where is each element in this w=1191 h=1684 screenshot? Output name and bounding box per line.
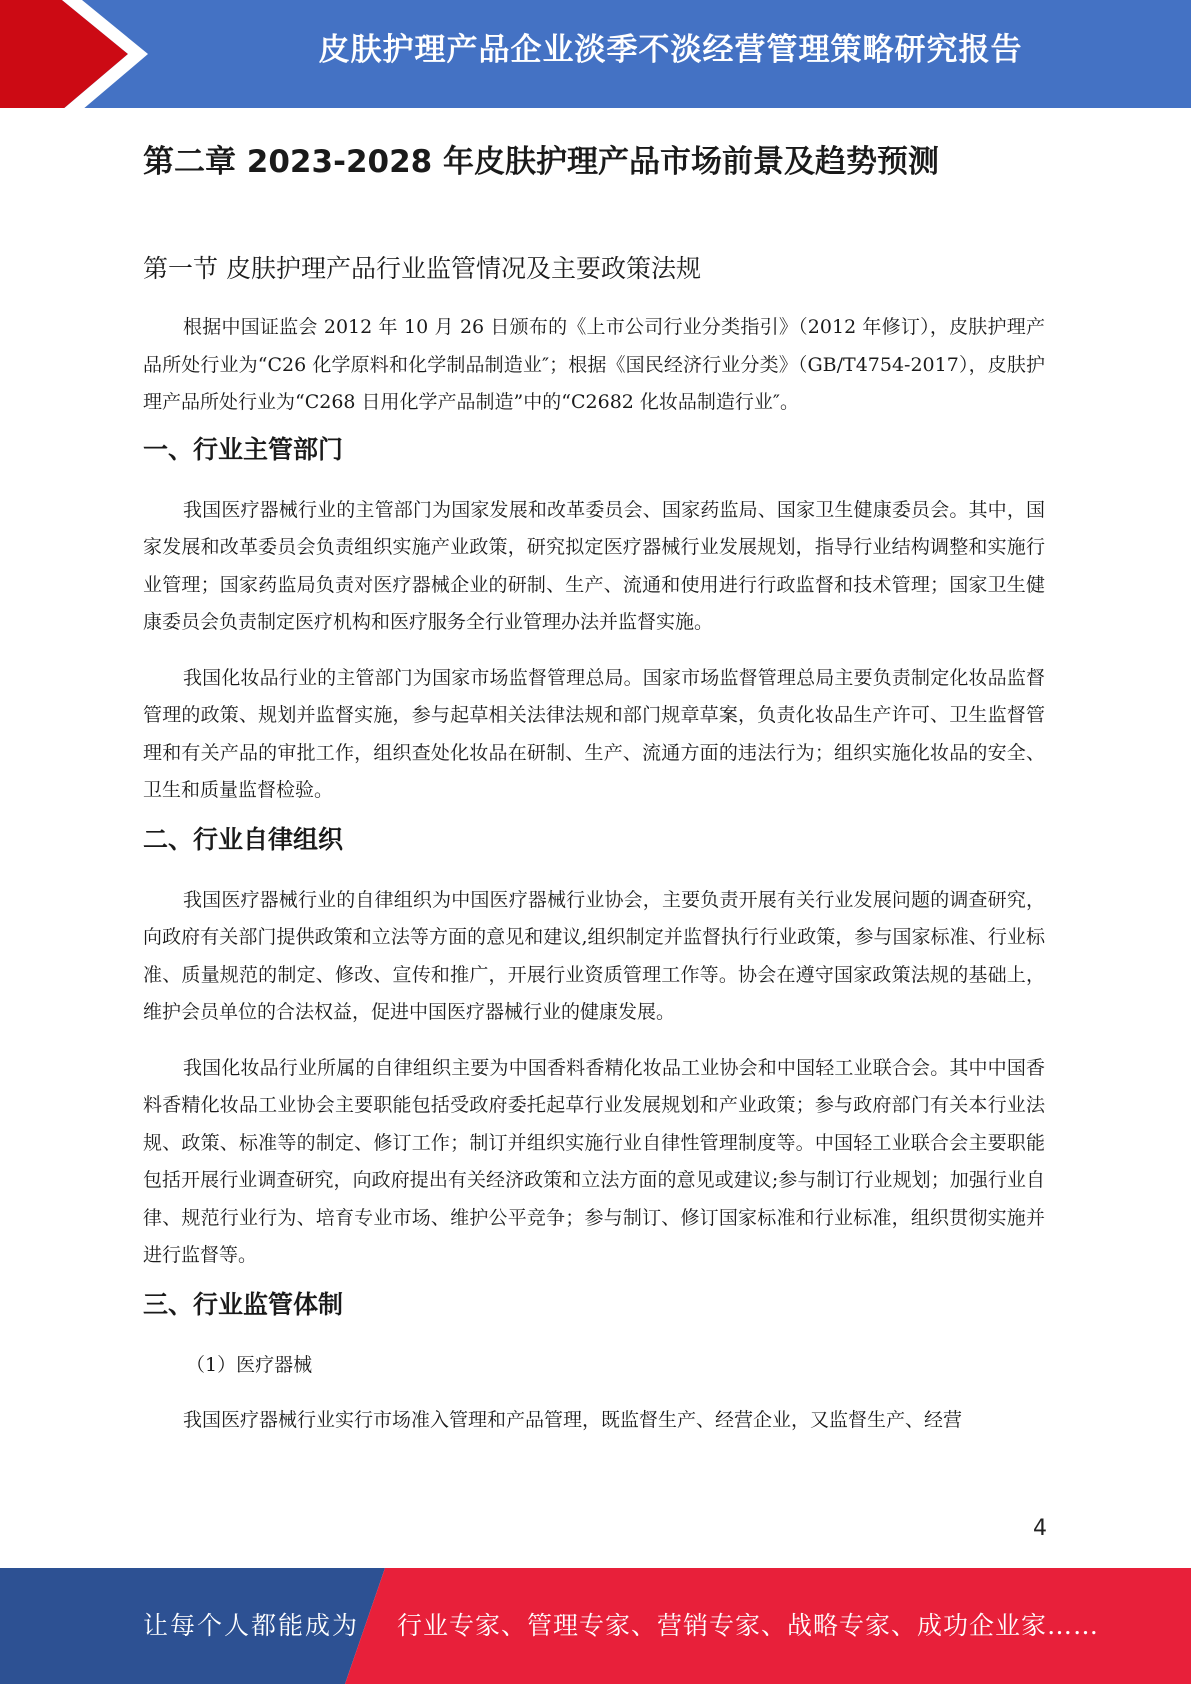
list-item-medical-devices: （1）医疗器械 bbox=[186, 1353, 313, 1376]
footer-slogan-left: 让每个人都能成为 bbox=[143, 1611, 360, 1640]
page-number: 4 bbox=[1033, 1516, 1047, 1541]
paragraph-medical-supervision: 我国医疗器械行业实行市场准入管理和产品管理，既监督生产、经营企业，又监督生产、经营 bbox=[183, 1409, 963, 1431]
chapter-title: 第二章 2023-2028 年皮肤护理产品市场前景及趋势预测 bbox=[143, 144, 940, 180]
section-title: 第一节 皮肤护理产品行业监管情况及主要政策法规 bbox=[143, 254, 701, 283]
subsection-title-3: 三、行业监管体制 bbox=[143, 1289, 344, 1319]
page-footer bbox=[0, 1568, 1191, 1684]
paragraph-medical-regulators: 我国医疗器械行业的主管部门为国家发展和改革委员会、国家药监局、国家卫生健康委员会。其中，国家发展和改革委员会负责组织实施产业政策，研究拟定医疗器械行业发展规划，指导行业结构调整和实施行业管理；国家药监局负责对医疗器械企业的研制、生产、流通和使用进行行政监督和技术管理；国家卫生健康委员会负责制定医疗机构和医疗服务全行业管理办法并监督实施。 bbox=[143, 498, 1045, 633]
paragraph-cosmetics-regulators: 我国化妆品行业的主管部门为国家市场监督管理总局。国家市场监督管理总局主要负责制定化妆品监督管理的政策、规划并监督实施，参与起草相关法律法规和部门规章草案，负责化妆品生产许可、卫生监督管理和有关产品的审批工作，组织查处化妆品在研制、生产、流通方面的违法行为；组织实施化妆品的安全、卫生和质量监督检验。 bbox=[143, 666, 1045, 801]
page-content bbox=[143, 135, 1045, 1440]
paragraph-medical-association: 我国医疗器械行业的自律组织为中国医疗器械行业协会，主要负责开展有关行业发展问题的调查研究，向政府有关部门提供政策和立法等方面的意见和建议,组织制定并监督执行行业政策，参与国家标准、行业标准、质量规范的制定、修改、宣传和推广，开展行业资质管理工作等。协会在遵守国家政策法规的基础上，维护会员单位的合法权益，促进中国医疗器械行业的健康发展。 bbox=[143, 888, 1045, 1023]
footer-slogan-right: 行业专家、管理专家、营销专家、战略专家、成功企业家…… bbox=[397, 1611, 1100, 1640]
page-header bbox=[0, 0, 1191, 110]
intro-paragraph: 根据中国证监会 2012 年 10 月 26 日颁布的《上市公司行业分类指引》（2012 年修订），皮肤护理产品所处行业为“C26 化学原料和化学制品制造业″；根据《国民经济行业分类》（GB/T4754-2017），皮肤护理产品所处行业为“C268 日用化学产品制造”中的“C2682 化妆品制造行业″。 bbox=[143, 316, 1045, 413]
header-title: 皮肤护理产品企业淡季不淡经营管理策略研究报告 bbox=[318, 32, 1023, 68]
paragraph-cosmetics-association: 我国化妆品行业所属的自律组织主要为中国香料香精化妆品工业协会和中国轻工业联合会。其中中国香料香精化妆品工业协会主要职能包括受政府委托起草行业发展规划和产业政策；参与政府部门有关本行业法规、政策、标准等的制定、修订工作；制订并组织实施行业自律性管理制度等。中国轻工业联合会主要职能包括开展行业调查研究，向政府提出有关经济政策和立法方面的意见或建议;参与制订行业规划；加强行业自律、规范行业行为、培育专业市场、维护公平竞争；参与制订、修订国家标准和行业标准，组织贯彻实施并进行监督等。 bbox=[143, 1056, 1045, 1266]
subsection-title-2: 二、行业自律组织 bbox=[143, 824, 344, 854]
subsection-title-1: 一、行业主管部门 bbox=[143, 434, 344, 464]
